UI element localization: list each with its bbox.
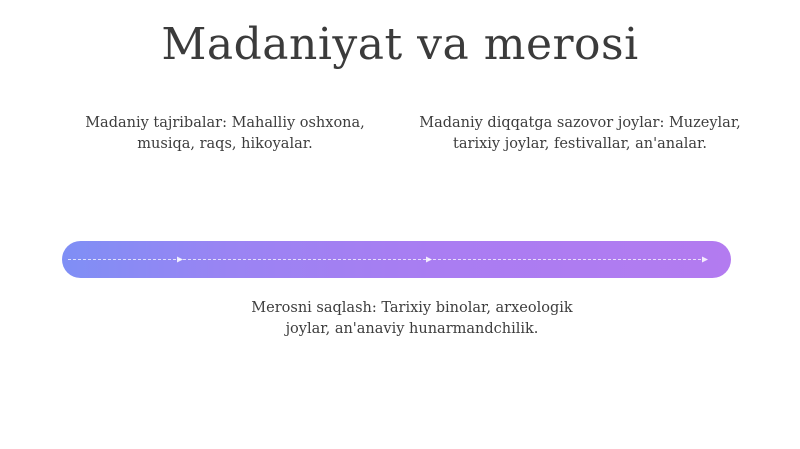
caption-cultural-attractions: Madaniy diqqatga sazovor joylar: Muzeylar, tarixiy joylar, festivallar, an'analar.: [419, 115, 741, 152]
caption-cultural-experiences: Madaniy tajribalar: Mahalliy oshxona, musiqa, raqs, hikoyalar.: [85, 115, 365, 152]
slide-title: Madaniyat va merosi: [161, 19, 639, 70]
timeline-bar: [62, 241, 731, 278]
caption-heritage-preservation: Merosni saqlash: Tarixiy binolar, arxeologik joylar, an'anaviy hunarmandchilik.: [251, 300, 573, 337]
timeline-svg: [62, 241, 731, 278]
